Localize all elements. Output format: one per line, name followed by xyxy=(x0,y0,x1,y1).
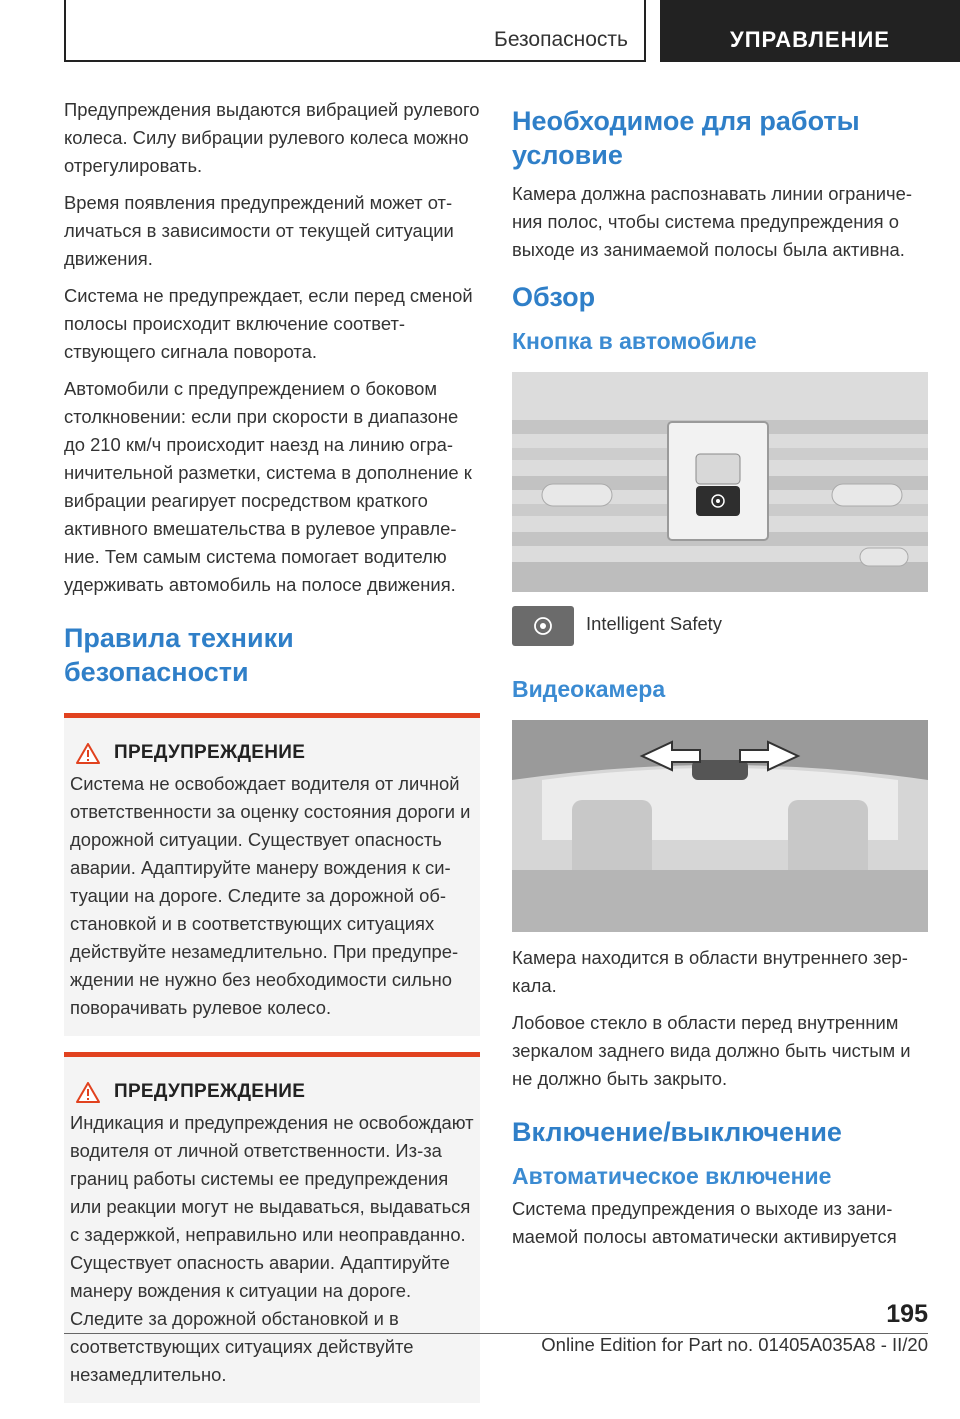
requirement-heading: Необходимое для работы условие xyxy=(512,106,860,170)
warning-label: ПРЕДУПРЕЖДЕНИЕ xyxy=(114,742,306,763)
paragraph: Система не предупреждает, если перед сменой полосы происходит включение соответствующего сигнала поворота. xyxy=(64,285,473,362)
warning-text: Индикация и предупреждения не освобождают водителя от личной ответственности. Из-за границ работы системы ее предупреждения или реакции могут не выдаваться, выдаваться с задержкой, неправильно или неоправданно. Существует опасность аварии. Адаптируйте манеру вождения к ситуации на дороге. Следите за дорожной обстановкой и в соответствующих ситуациях действуйте незамедлительно. xyxy=(70,1112,474,1385)
intelligent-safety-icon xyxy=(512,606,574,646)
page-number: 195 xyxy=(886,1300,928,1328)
windshield-note: Лобовое стекло в области перед внутренним зеркалом заднего вида должно быть чистым и не должно быть закрыто. xyxy=(512,1012,911,1089)
paragraph: Предупреждения выдаются вибрацией рулевого колеса. Силу вибрации рулевого колеса можно отрегулировать. xyxy=(64,99,480,176)
chapter-tab: УПРАВЛЕНИЕ xyxy=(660,0,960,62)
paragraph: Автомобили с предупреждением о боковом столкновении: если при скорости в диапазоне до 210 км/ч происходит наезд на линию ограничительной разметки, система в дополнение к вибрации реагирует посредством краткого активного вмешательства в рулевое управление. Тем самым система помогает водителю удерживать автомобиль на полосе движения. xyxy=(64,378,472,595)
camera-location: Камера находится в области внутреннего зеркала. xyxy=(512,947,908,996)
warning-label: ПРЕДУПРЕЖДЕНИЕ xyxy=(114,1081,306,1102)
requirement-text: Камера должна распознавать линии ограничения полос, чтобы система предупреждения о выходе из занимаемой полосы была активна. xyxy=(512,183,912,260)
section-title: Безопасность xyxy=(64,0,646,62)
onoff-heading: Включение/выключение xyxy=(512,1117,842,1147)
right-column xyxy=(512,96,928,1260)
camera-photo xyxy=(512,720,928,932)
edition-text: Online Edition for Part no. 01405A035A8 - II/20 xyxy=(541,1334,928,1355)
paragraph: Время появления предупреждений может отличаться в зависимости от текущей ситуации движения. xyxy=(64,192,454,269)
camera-heading: Видеокамера xyxy=(512,676,666,702)
safety-heading: Правила техники безопасности xyxy=(64,623,294,687)
warning-triangle-icon xyxy=(76,1082,100,1103)
warning-text: Система не освобождает водителя от личной ответственности за оценку состояния дороги и дорожной ситуации. Существует опасность аварии. Адаптируйте манеру вождения к ситуации на дороге. Следите за дорожной обстановкой и в соответствующих ситуациях действуйте незамедлительно. При предупреждении не нужно без необходимости сильно поворачивать рулевое колесо. xyxy=(70,773,471,1018)
warning-triangle-icon xyxy=(76,743,100,764)
auto-heading: Автоматическое включение xyxy=(512,1163,832,1189)
button-caption: Intelligent Safety xyxy=(586,613,722,634)
overview-heading: Обзор xyxy=(512,282,596,312)
warning-box xyxy=(64,713,480,1036)
page-header xyxy=(64,0,960,62)
left-column xyxy=(64,96,480,1419)
button-heading: Кнопка в автомобиле xyxy=(512,328,757,354)
auto-text: Система предупреждения о выходе из занимаемой полосы автоматически активируется xyxy=(512,1198,897,1247)
page-footer xyxy=(64,1300,928,1362)
button-legend xyxy=(512,606,928,646)
button-photo xyxy=(512,372,928,592)
